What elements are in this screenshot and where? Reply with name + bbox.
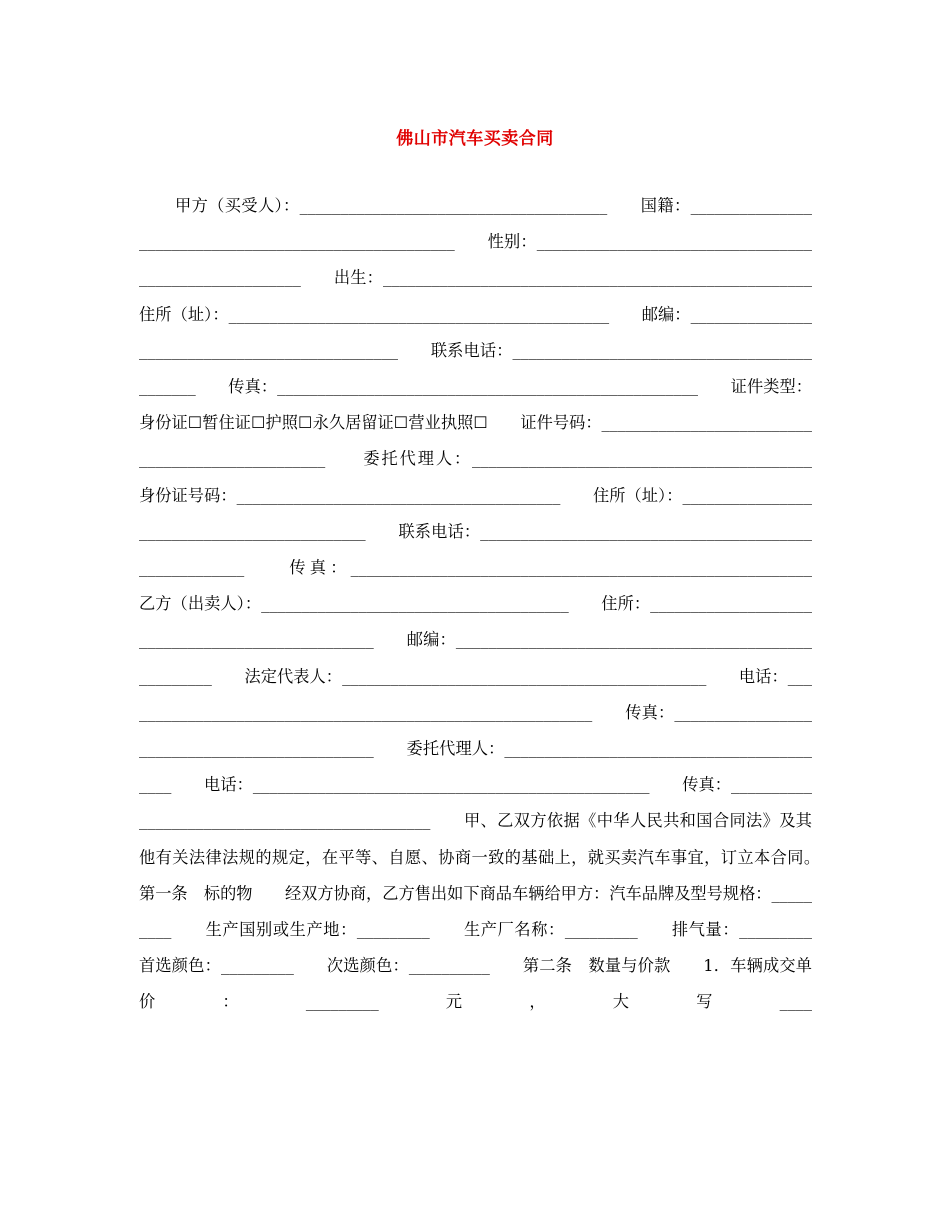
contract-body-text: 甲方（买受人）：______________________________________ 国籍：______________________________________________________ 性别：______________________________________________________ 出生：_____________________________________________________ 住所（址）：_______________________________________________ 邮编：_______________________________________________ 联系电话：____________________________________________ 传真：____________________________________________________ 证件类型：身份证☐暂住证☐护照☐永久居留证☐营业执照☐ 证件号码：_________________________________________________ 委托代理人：__________________________________________ 身份证号码：________________________________________ 住所（址）：____________________________________________ 联系电话：______________________________________________________ 传真：_________________________________________________________ 乙方（出卖人）：______________________________________ 住所：_________________________________________________ 邮编：_____________________________________________________ 法定代表人：_____________________________________________ 电话：___________________________________________________________ 传真：______________________________________________ 委托代理人：__________________________________________ 电话：_________________________________________________ 传真：______________________________________________ 甲、乙双方依据《中华人民共和国合同法》及其他有关法律法规的规定，在平等、自愿、协商一致的基础上，就买卖汽车事宜，订立本合同。 第一条 标的物 经双方协商，乙方售出如下商品车辆给甲方：汽车品牌及型号规格：_________ 生产国别或生产地：_________ 生产厂名称：_________ 排气量：_________ 首选颜色：_________ 次选颜色：__________ 第二条 数量与价款 1．车辆成交单价：_________元，大写____: [139, 196, 845, 1012]
page-title: 佛山市汽车买卖合同: [396, 129, 554, 149]
